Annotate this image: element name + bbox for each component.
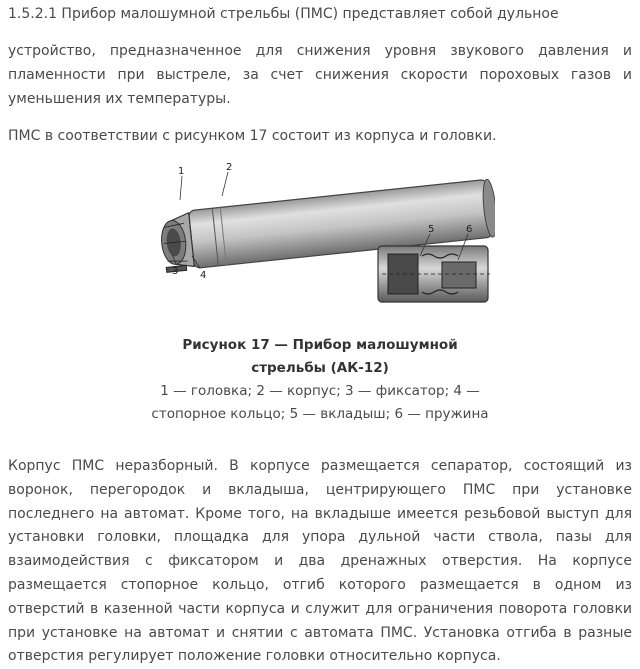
silencer-figure bbox=[150, 158, 495, 320]
figure-legend-2: стопорное кольцо; 5 — вкладыш; 6 — пружина bbox=[151, 406, 489, 422]
insert-cutaway bbox=[378, 246, 490, 302]
callout-4: 4 bbox=[200, 270, 207, 281]
figure-caption-title-1: Рисунок 17 — Прибор малошумной bbox=[182, 337, 458, 353]
callout-1: 1 bbox=[178, 166, 185, 177]
callout-6: 6 bbox=[466, 224, 473, 235]
figure-legend-1: 1 — головка; 2 — корпус; 3 — фиксатор; 4 — bbox=[160, 383, 480, 399]
figure-caption-title-2: стрельбы (АК-12) bbox=[251, 360, 389, 376]
paragraph-purpose: устройство, предназначенное для снижения уровня звукового давления и пламенности при выстреле, за счет снижения скорости пороховых газов и уменьшения их температуры. bbox=[8, 43, 632, 107]
callout-2: 2 bbox=[226, 162, 233, 173]
paragraph-composition: ПМС в соответствии с рисунком 17 состоит из корпуса и головки. bbox=[8, 128, 497, 144]
paragraph-body-description: Корпус ПМС неразборный. В корпусе размещается сепаратор, состоящий из воронок, перегородок и вкладыша, центрирующего ПМС при установке последнего на автомат. Кроме того, на вкладыше имеется резьбовой выступ для установки головки, площадка для упора дульной части ствола, пазы для взаимодействия с фиксатором и два дренажных отверстия. На корпусе размещается стопорное кольцо, отгиб которого размещается в одном из отверстий в казенной части корпуса и служит для ограничения поворота головки при установке на автомат и снятии с автомата ПМС. Установка отгиба в разные отверстия регулирует положение головки относительно корпуса. bbox=[8, 458, 632, 665]
heading-line: 1.5.2.1 Прибор малошумной стрельбы (ПМС) представляет собой дульное bbox=[8, 6, 559, 22]
callout-3: 3 bbox=[172, 266, 179, 277]
callout-5: 5 bbox=[428, 224, 435, 235]
